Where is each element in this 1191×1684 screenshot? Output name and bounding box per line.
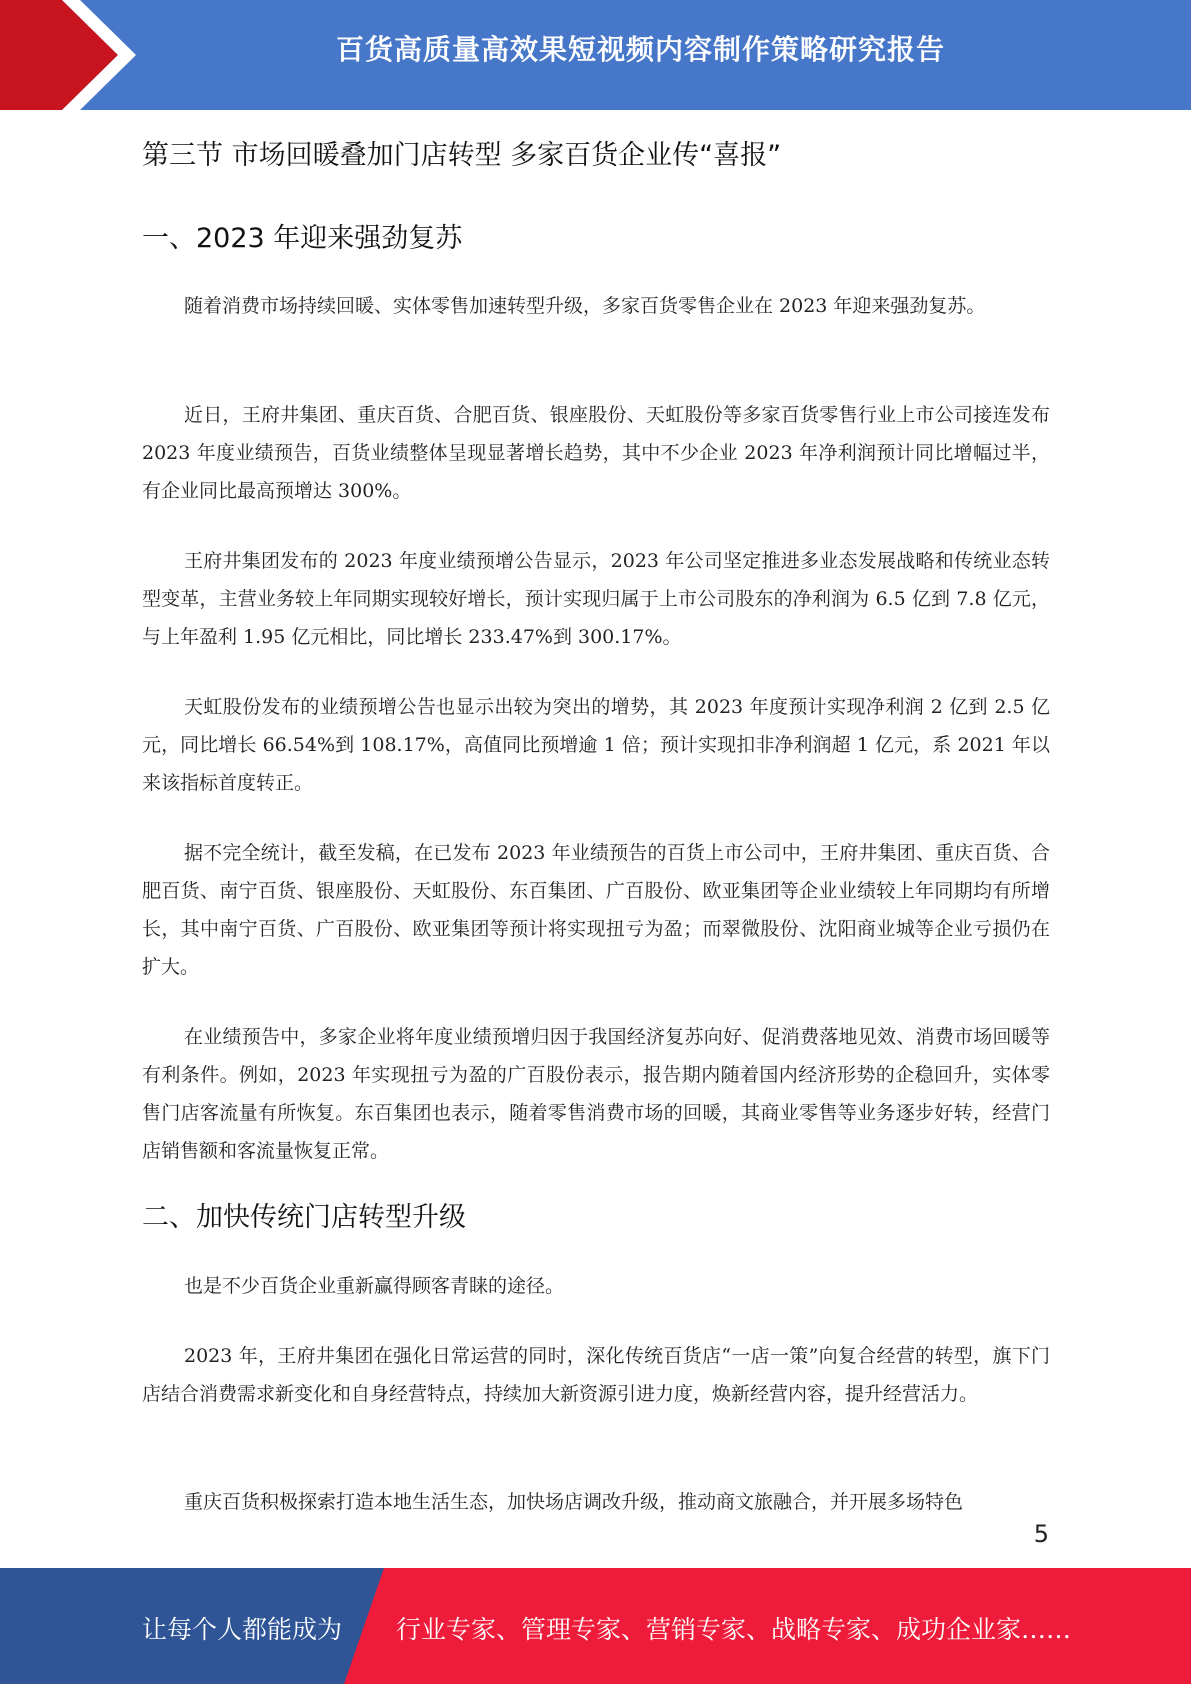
report-title: 百货高质量高效果短视频内容制作策略研究报告 [335,33,945,66]
paragraph: 2023 年，王府井集团在强化日常运营的同时，深化传统百货店“一店一策”向复合经营的转型，旗下门店结合消费需求新变化和自身经营特点，持续加大新资源引进力度，焕新经营内容，提升经营活力。 [142,1345,1050,1405]
subheading-store-transformation: 二、加快传统门店转型升级 [142,1202,466,1233]
footer-slogan-left: 让每个人都能成为 [142,1615,343,1644]
page-number: 5 [1033,1520,1049,1548]
paragraph: 重庆百货积极探索打造本地生活生态，加快场店调改升级，推动商文旅融合，并开展多场特色 [184,1491,964,1513]
subheading-recovery: 一、2023 年迎来强劲复苏 [142,223,463,254]
paragraph: 在业绩预告中，多家企业将年度业绩预增归因于我国经济复苏向好、促消费落地见效、消费市场回暖等有利条件。例如，2023 年实现扭亏为盈的广百股份表示，报告期内随着国内经济形势的企稳回升，实体零售门店客流量有所恢复。东百集团也表示，随着零售消费市场的回暖，其商业零售等业务逐步好转，经营门店销售额和客流量恢复正常。 [142,1026,1050,1162]
section-title: 第三节 市场回暖叠加门店转型 多家百货企业传“喜报” [142,140,782,171]
paragraph: 据不完全统计，截至发稿，在已发布 2023 年业绩预告的百货上市公司中，王府井集团、重庆百货、合肥百货、南宁百货、银座股份、天虹股份、东百集团、广百股份、欧亚集团等企业业绩较上年同期均有所增长，其中南宁百货、广百股份、欧亚集团等预计将实现扭亏为盈；而翠微股份、沈阳商业城等企业亏损仍在扩大。 [142,842,1050,978]
paragraph: 近日，王府井集团、重庆百货、合肥百货、银座股份、天虹股份等多家百货零售行业上市公司接连发布 2023 年度业绩预告，百货业绩整体呈现显著增长趋势，其中不少企业 2023 年净利润预计同比增幅过半，有企业同比最高预增达 300%。 [142,404,1050,502]
header-arrow-decoration [0,0,160,110]
paragraph: 天虹股份发布的业绩预增公告也显示出较为突出的增势，其 2023 年度预计实现净利润 2 亿到 2.5 亿元，同比增长 66.54%到 108.17%，高值同比预增逾 1 倍；预计实现扣非净利润超 1 亿元，系 2021 年以来该指标首度转正。 [142,696,1050,794]
page-header [0,0,1191,110]
footer-slogan-right: 行业专家、管理专家、营销专家、战略专家、成功企业家…… [396,1615,1072,1644]
paragraph: 也是不少百货企业重新赢得顾客青睐的途径。 [184,1275,565,1297]
paragraph: 王府井集团发布的 2023 年度业绩预增公告显示，2023 年公司坚定推进多业态发展战略和传统业态转型变革，主营业务较上年同期实现较好增长，预计实现归属于上市公司股东的净利润为 6.5 亿到 7.8 亿元，与上年盈利 1.95 亿元相比，同比增长 233.47%到 300.17%。 [142,550,1050,648]
page-footer [0,1568,1191,1684]
paragraph: 随着消费市场持续回暖、实体零售加速转型升级，多家百货零售企业在 2023 年迎来强劲复苏。 [184,295,986,317]
